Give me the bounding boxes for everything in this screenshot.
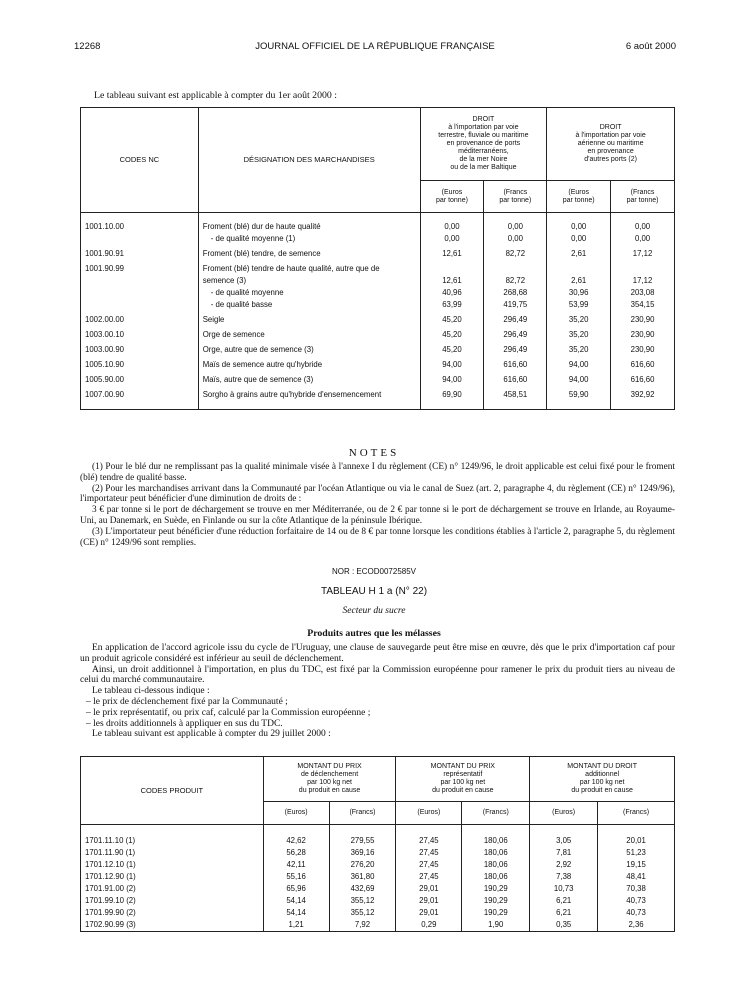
table-padding-row: [81, 401, 675, 410]
amount-value: 1,21: [263, 919, 329, 932]
duty-value: 94,00: [547, 356, 611, 371]
duty-value: 203,08: [611, 287, 675, 299]
bullet-1: – le prix de déclenchement fixé par la Communauté ;: [86, 696, 288, 707]
duty-value: 45,20: [420, 341, 484, 356]
table-row: [81, 859, 675, 871]
duty-value: 69,90: [420, 386, 484, 401]
designation: Orge, autre que de semence (3): [198, 341, 420, 356]
duty-value: 458,51: [484, 386, 547, 401]
duty-value: 35,20: [547, 341, 611, 356]
amount-value: 19,15: [598, 859, 675, 871]
amount-value: 42,11: [263, 859, 329, 871]
designation: Sorgho à grains autre qu'hybride d'ensemencement: [198, 386, 420, 401]
intro-text-1: Le tableau suivant est applicable à compter du 1er août 2000 :: [94, 90, 337, 101]
duty-value: 2,61: [547, 275, 611, 287]
duty-value: 296,49: [484, 341, 547, 356]
duty-value: 17,12: [611, 275, 675, 287]
product-code: 1701.99.10 (2): [81, 895, 264, 907]
table-row: [81, 883, 675, 895]
duty-value: 0,00: [420, 233, 484, 245]
page-header: [74, 41, 676, 55]
table-row: [81, 311, 675, 326]
amount-value: 42,62: [263, 825, 329, 848]
table-row: [81, 213, 675, 234]
duty-value: 63,99: [420, 299, 484, 311]
amount-value: 7,81: [530, 847, 598, 859]
amount-value: 190,29: [462, 883, 530, 895]
duty-value: 296,49: [484, 311, 547, 326]
amount-value: 48,41: [598, 871, 675, 883]
table-row: [81, 356, 675, 371]
amount-value: 7,38: [530, 871, 598, 883]
bullet-2: – le prix représentatif, ou prix caf, calculé par la Commission européenne ;: [86, 707, 371, 718]
duty-value: 230,90: [611, 326, 675, 341]
duty-value: 12,61: [420, 275, 484, 287]
amount-value: 190,29: [462, 895, 530, 907]
duty-value: 45,20: [420, 326, 484, 341]
duty-value: 0,00: [547, 213, 611, 234]
duty-value: 12,61: [420, 245, 484, 260]
table-row: [81, 299, 675, 311]
amount-value: 2,92: [530, 859, 598, 871]
duty-value: 0,00: [611, 213, 675, 234]
col-group-header-2: DROIT à l'importation par voie aérienne ou maritime en provenance d'autres ports (2): [547, 108, 675, 181]
duty-value: 616,60: [611, 356, 675, 371]
amount-value: 27,45: [396, 847, 462, 859]
table-row: [81, 326, 675, 341]
duty-value: 30,96: [547, 287, 611, 299]
duty-value: 59,90: [547, 386, 611, 401]
designation: Maïs de semence autre qu'hybride: [198, 356, 420, 371]
table-row: [81, 260, 675, 275]
sub-header-francs-2: (Francs par tonne): [611, 181, 675, 213]
duty-value: 17,12: [611, 245, 675, 260]
sub-header-francs: (Francs): [598, 802, 675, 825]
nc-code: 1003.00.10: [81, 326, 199, 341]
amount-value: 6,21: [530, 895, 598, 907]
duty-value: 616,60: [484, 356, 547, 371]
amount-value: 180,06: [462, 847, 530, 859]
amount-value: 0,35: [530, 919, 598, 932]
amount-value: 29,01: [396, 883, 462, 895]
table-row: [81, 871, 675, 883]
nc-code: 1001.90.99: [81, 260, 199, 275]
tableau-title: TABLEAU H 1 a (N° 22): [320, 586, 428, 597]
sugar-table-body: [81, 825, 675, 932]
nc-code: 1007.00.90: [81, 386, 199, 401]
designation: - de qualité basse: [198, 299, 420, 311]
amount-value: 54,14: [263, 907, 329, 919]
amount-value: 6,21: [530, 907, 598, 919]
amount-value: 355,12: [329, 895, 396, 907]
nc-code: [81, 287, 199, 299]
amount-value: 51,23: [598, 847, 675, 859]
amount-value: 70,38: [598, 883, 675, 895]
amount-value: 27,45: [396, 825, 462, 848]
duty-value: 230,90: [611, 341, 675, 356]
duty-value: [420, 260, 484, 275]
sub-header-euros-1: (Euros par tonne): [420, 181, 484, 213]
amount-value: 369,16: [329, 847, 396, 859]
col-group-representatif: MONTANT DU PRIX représentatif par 100 kg net du produit en cause: [396, 757, 530, 802]
col-header-codes: CODES NC: [81, 108, 199, 213]
col-group-additionnel: MONTANT DU DROIT additionnel par 100 kg net du produit en cause: [530, 757, 675, 802]
nc-code: [81, 233, 199, 245]
duty-value: 0,00: [547, 233, 611, 245]
amount-value: 7,92: [329, 919, 396, 932]
duty-value: 82,72: [484, 245, 547, 260]
amount-value: 56,28: [263, 847, 329, 859]
sub-header-euros: (Euros): [530, 802, 598, 825]
sub-header-francs: (Francs): [329, 802, 396, 825]
duty-value: 40,96: [420, 287, 484, 299]
note-1: (1) Pour le blé dur ne remplissant pas la qualité minimale visée à l'annexe I du règlement (CE) n° 1249/96, le droit applicable est celui fixé pour le froment (blé) tendre de qualité basse.: [80, 462, 675, 483]
product-code: 1701.11.10 (1): [81, 825, 264, 848]
duty-value: 0,00: [611, 233, 675, 245]
duty-value: 82,72: [484, 275, 547, 287]
amount-value: 27,45: [396, 871, 462, 883]
amount-value: 29,01: [396, 895, 462, 907]
duty-value: [484, 260, 547, 275]
cereals-duty-table: [80, 107, 675, 410]
cereals-table-body: [81, 213, 675, 410]
para-3: Le tableau ci-dessous indique :: [92, 686, 210, 697]
table-row: [81, 847, 675, 859]
duty-value: 419,75: [484, 299, 547, 311]
amount-value: 10,73: [530, 883, 598, 895]
duty-value: 94,00: [547, 371, 611, 386]
designation: - de qualité moyenne: [198, 287, 420, 299]
nc-code: [81, 299, 199, 311]
secteur-title: Secteur du sucre: [342, 606, 406, 616]
table-row: [81, 371, 675, 386]
duty-value: 296,49: [484, 326, 547, 341]
duty-value: 354,15: [611, 299, 675, 311]
duty-value: 35,20: [547, 326, 611, 341]
duty-value: 35,20: [547, 311, 611, 326]
amount-value: 65,96: [263, 883, 329, 895]
duty-value: 392,92: [611, 386, 675, 401]
amount-value: 190,29: [462, 907, 530, 919]
designation: Froment (blé) dur de haute qualité: [198, 213, 420, 234]
nc-code: 1005.10.90: [81, 356, 199, 371]
amount-value: 0,29: [396, 919, 462, 932]
table-row: [81, 907, 675, 919]
para-4: Le tableau suivant est applicable à compter du 29 juillet 2000 :: [92, 729, 331, 740]
sub-header-francs: (Francs): [462, 802, 530, 825]
product-code: 1701.12.10 (1): [81, 859, 264, 871]
duty-value: 616,60: [611, 371, 675, 386]
col-header-codes-produit: CODES PRODUIT: [81, 757, 264, 825]
nc-code: 1001.90.91: [81, 245, 199, 260]
page-number: 12268: [74, 41, 101, 52]
duty-value: 94,00: [420, 356, 484, 371]
para-2: Ainsi, un droit additionnel à l'importation, en plus du TDC, est fixé par la Commission européenne pour ramener le prix du produit tiers au niveau de celui du marché communautaire.: [80, 664, 675, 686]
amount-value: 54,14: [263, 895, 329, 907]
designation: - de qualité moyenne (1): [198, 233, 420, 245]
amount-value: 40,73: [598, 895, 675, 907]
issue-date: 6 août 2000: [625, 41, 676, 52]
designation: Froment (blé) tendre, de semence: [198, 245, 420, 260]
duty-value: 230,90: [611, 311, 675, 326]
para-1: En application de l'accord agricole issu du cycle de l'Uruguay, une clause de sauvegarde peut être mise en œuvre, dès que le prix d'importation caf pour un produit agricole considéré est inférieur au seuil de déclenchement.: [80, 643, 675, 664]
duty-value: 2,61: [547, 245, 611, 260]
designation: Maïs, autre que de semence (3): [198, 371, 420, 386]
nc-code: 1005.90.00: [81, 371, 199, 386]
duty-value: 268,68: [484, 287, 547, 299]
duty-value: [611, 260, 675, 275]
amount-value: 2,36: [598, 919, 675, 932]
product-code: 1701.91.00 (2): [81, 883, 264, 895]
table-row: [81, 825, 675, 848]
nor-reference: NOR : ECOD0072585V: [331, 567, 417, 576]
designation: Froment (blé) tendre de haute qualité, autre que de: [198, 260, 420, 275]
amount-value: 276,20: [329, 859, 396, 871]
notes-block: [80, 462, 675, 548]
table-row: [81, 341, 675, 356]
product-code: 1701.11.90 (1): [81, 847, 264, 859]
section-subtitle: Produits autres que les mélasses: [307, 628, 441, 639]
amount-value: 432,69: [329, 883, 396, 895]
note-2b: 3 € par tonne si le port de déchargement se trouve en mer Méditerranée, ou de 2 € par tonne si le port de déchargement se trouve en Irlande, au Royaume-Uni, au Danemark, en Suède, en Finlande ou sur la côte Atlantique de la péninsule Ibérique.: [80, 505, 675, 526]
amount-value: 55,16: [263, 871, 329, 883]
note-3: (3) L'importateur peut bénéficier d'une réduction forfaitaire de 14 ou de 8 € par tonne lorsque les conditions établies à l'article 2, paragraphe 5, du règlement (CE) n° 1249/96 sont remplies.: [80, 526, 675, 548]
col-group-declenchement: MONTANT DU PRIX de déclenchement par 100 kg net du produit en cause: [263, 757, 396, 802]
product-code: 1702.90.99 (3): [81, 919, 264, 932]
journal-title: JOURNAL OFFICIEL DE LA RÉPUBLIQUE FRANÇAISE: [255, 41, 495, 52]
table-row: [81, 919, 675, 932]
amount-value: 3,05: [530, 825, 598, 848]
duty-value: 616,60: [484, 371, 547, 386]
table-row: [81, 233, 675, 245]
table-row: [81, 386, 675, 401]
notes-title: NOTES: [348, 447, 400, 459]
amount-value: 1,90: [462, 919, 530, 932]
amount-value: 40,73: [598, 907, 675, 919]
product-code: 1701.12.90 (1): [81, 871, 264, 883]
amount-value: 180,06: [462, 871, 530, 883]
duty-value: [547, 260, 611, 275]
amount-value: 361,80: [329, 871, 396, 883]
table-row: [81, 287, 675, 299]
table-row: [81, 245, 675, 260]
designation: Seigle: [198, 311, 420, 326]
sub-header-euros-2: (Euros par tonne): [547, 181, 611, 213]
duty-value: 0,00: [484, 213, 547, 234]
product-code: 1701.99.90 (2): [81, 907, 264, 919]
designation: semence (3): [198, 275, 420, 287]
nc-code: 1002.00.00: [81, 311, 199, 326]
duty-value: 53,99: [547, 299, 611, 311]
duty-value: 94,00: [420, 371, 484, 386]
sub-header-euros: (Euros): [263, 802, 329, 825]
duty-value: 0,00: [484, 233, 547, 245]
amount-value: 27,45: [396, 859, 462, 871]
duty-value: 45,20: [420, 311, 484, 326]
note-2: (2) Pour les marchandises arrivant dans la Communauté par l'océan Atlantique ou via le canal de Suez (art. 2, paragraphe 4, du règlement (CE) n° 1249/96), l'importateur peut bénéficier d'une diminution de droits de :: [80, 483, 675, 505]
col-header-designation: DÉSIGNATION DES MARCHANDISES: [198, 108, 420, 213]
amount-value: 29,01: [396, 907, 462, 919]
nc-code: 1003.00.90: [81, 341, 199, 356]
section-body: [80, 643, 675, 740]
table-row: [81, 275, 675, 287]
table-row: [81, 895, 675, 907]
amount-value: 180,06: [462, 859, 530, 871]
sub-header-euros: (Euros): [396, 802, 462, 825]
amount-value: 180,06: [462, 825, 530, 848]
amount-value: 20,01: [598, 825, 675, 848]
nc-code: 1001.10.00: [81, 213, 199, 234]
designation: Orge de semence: [198, 326, 420, 341]
sugar-duty-table: [80, 756, 675, 932]
amount-value: 279,55: [329, 825, 396, 848]
duty-value: 0,00: [420, 213, 484, 234]
amount-value: 355,12: [329, 907, 396, 919]
col-group-header-1: DROIT à l'importation par voie terrestre, fluviale ou maritime en provenance de ports méditerranéens, de la mer Noire ou de la mer Baltique: [420, 108, 547, 181]
sub-header-francs-1: (Francs par tonne): [484, 181, 547, 213]
nc-code: [81, 275, 199, 287]
bullet-3: – les droits additionnels à appliquer en sus du TDC.: [86, 718, 283, 729]
